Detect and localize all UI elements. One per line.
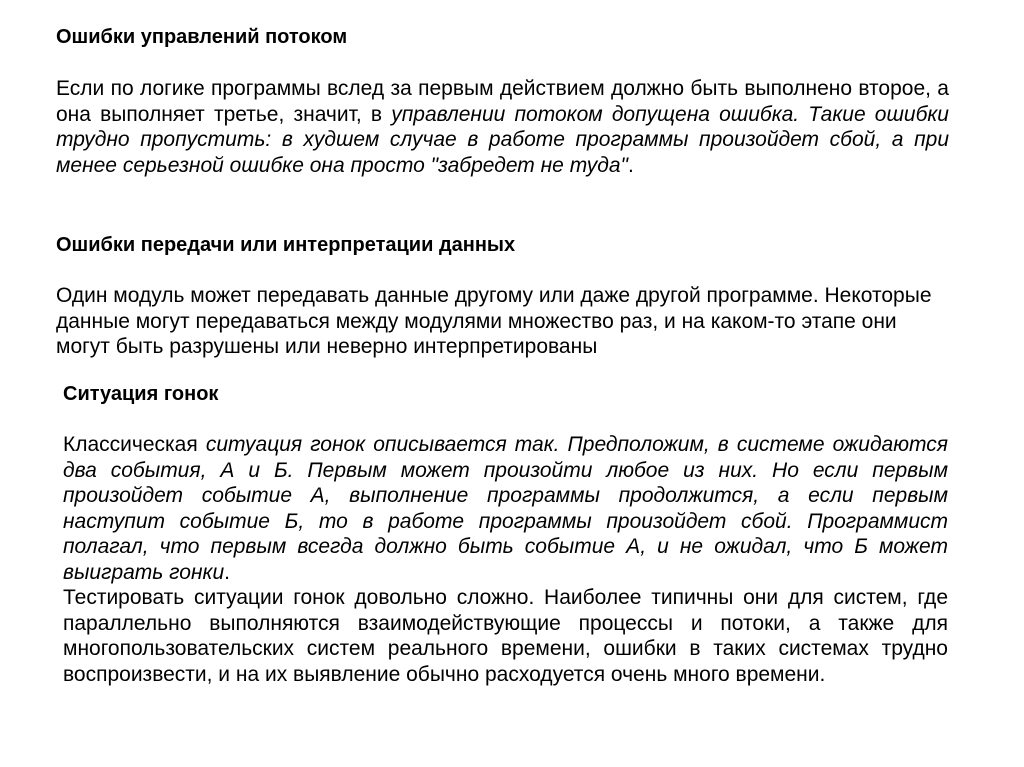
section-paragraph: Один модуль может передавать данные другому или даже другой программе. Некоторые данные могут передаваться между модулями множество раз, и на каком-то этапе они могут быть разрушены или неверно интерпретированы xyxy=(56,284,932,358)
section-paragraph xyxy=(56,76,949,178)
section-heading: Ошибки передачи или интерпретации данных xyxy=(56,234,516,256)
section-paragraph-2: Тестировать ситуации гонок довольно сложно. Наиболее типичны они для систем, где параллельно выполняются взаимодействующие процессы и потоки, а также для многопользовательских систем реального времени, ошибки в таких системах трудно воспроизвести, и на их выявление обычно расходуется очень много времени. xyxy=(63,586,948,686)
paragraph-text: Если по логике программы вслед за первым действием должно быть выполнено второе, а она выполняет третье, значит, в xyxy=(56,77,949,126)
paragraph-text-end: . xyxy=(627,153,634,177)
section-flow-control-errors xyxy=(56,24,949,178)
paragraph-italic-text: управлении потоком допущена ошибка. Такие ошибки трудно пропустить: в худшем случае в работе программы произойдет сбой, а при менее серьезной ошибке она просто "забредет не туда" xyxy=(56,102,949,177)
section-data-transfer-errors xyxy=(56,232,949,360)
paragraph-italic-text: ситуация гонок описывается так. Предположим, в системе ожидаются два события, А и Б. Первым может произойти любое из них. Но если первым произойдет событие А, выполнение программы продолжится, а если первым наступит событие Б, то в работе программы произойдет сбой. Программист полагал, что первым всегда должно быть событие А, и не ожидал, что Б может выиграть гонки xyxy=(63,433,948,584)
section-race-conditions xyxy=(63,381,948,687)
section-heading: Ситуация гонок xyxy=(63,383,219,405)
paragraph-text-end: . xyxy=(224,560,230,584)
section-paragraph xyxy=(63,432,948,585)
paragraph-text: Классическая xyxy=(63,433,206,456)
section-heading: Ошибки управлений потоком xyxy=(56,26,348,48)
